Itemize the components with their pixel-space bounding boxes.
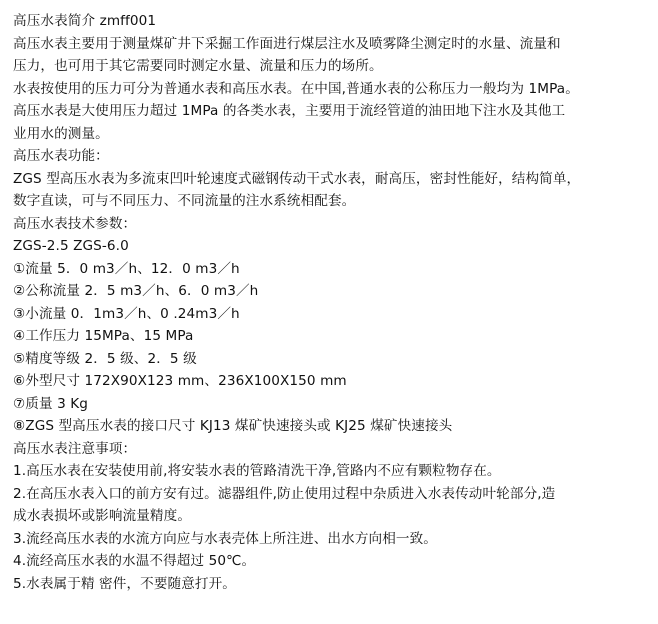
spec-nominal-flow: ②公称流量 2．5 m3／h、6．0 m3／h (13, 283, 259, 299)
specs-models: ZGS-2.5 ZGS-6.0 (13, 238, 129, 254)
spec-flow-rate: ①流量 5．0 m3／h、12．0 m3／h (13, 260, 240, 277)
note-4: 4.流经高压水表的水温不得超过 50℃。 (13, 553, 256, 569)
function-line-2: 数字直读，可与不同压力、不同流量的注水系统相配套。 (13, 193, 356, 209)
spec-weight: ⑦质量 3 Kg (13, 395, 89, 412)
note-2-line-2: 成水表损坏或影响流量精度。 (13, 508, 192, 524)
specs-heading: 高压水表技术参数： (13, 215, 137, 232)
note-2-line-1: 2.在高压水表入口的前方安有过。滤器组件,防止使用过程中杂质进入水表传动叶轮部分,造 (13, 485, 556, 502)
intro-line-2: 压力，也可用于其它需要同时测定水量、流量和压力的场所。 (13, 58, 383, 74)
spec-dimensions: ⑥外型尺寸 172X90X123 mm、236X100X150 mm (13, 373, 347, 389)
function-line-1: ZGS 型高压水表为多流束凹叶轮速度式磁钢传动干式水表，耐高压，密封性能好，结构简单， (13, 170, 581, 187)
high-pressure-definition-line-2: 业用水的测量。 (13, 125, 109, 142)
spec-connector: ⑧ZGS 型高压水表的接口尺寸 KJ13 煤矿快速接头或 KJ25 煤矿快速接头 (13, 418, 453, 434)
spec-accuracy-class: ⑤精度等级 2．5 级、2．5 级 (13, 350, 197, 367)
spec-min-flow: ③小流量 0．1m3／h、0 .24m3／h (13, 305, 240, 322)
note-1: 1.高压水表在安装使用前,将安装水表的管路清洗干净,管路内不应有颗粒物存在。 (13, 463, 501, 479)
notes-heading: 高压水表注意事项： (13, 440, 137, 457)
document-title: 高压水表简介 zmff001 (13, 13, 157, 29)
function-heading: 高压水表功能： (13, 148, 109, 164)
note-5: 5.水表属于精 密件，不要随意打开。 (13, 575, 236, 592)
spec-working-pressure: ④工作压力 15MPa、15 MPa (13, 328, 194, 344)
high-pressure-definition-line-1: 高压水表是大使用压力超过 1MPa 的各类水表，主要用于流经管道的油田地下注水及其他工 (13, 103, 566, 119)
intro-line-1: 高压水表主要用于测量煤矿井下采掘工作面进行煤层注水及喷雾降尘测定时的水量、流量和 (13, 35, 561, 52)
note-3: 3.流经高压水表的水流方向应与水表壳体上所注进、出水方向相一致。 (13, 530, 437, 547)
pressure-classification-line: 水表按使用的压力可分为普通水表和高压水表。在中国,普通水表的公称压力一般均为 1MPa。 (13, 80, 579, 97)
